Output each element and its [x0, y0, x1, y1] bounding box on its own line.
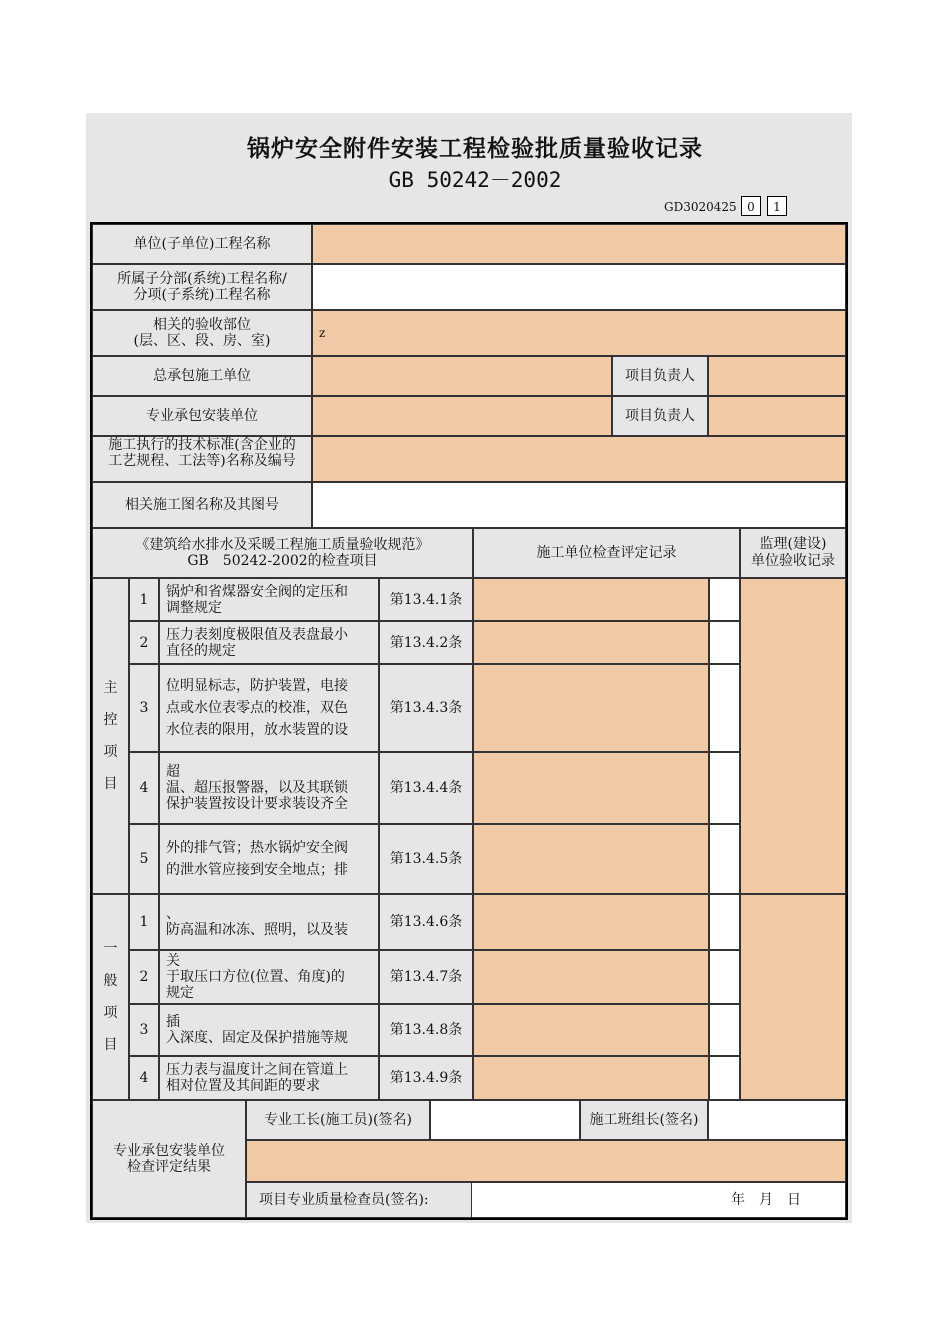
item-record-field[interactable] — [473, 621, 709, 664]
item-no: 2 — [129, 621, 159, 664]
drawing-name-field[interactable] — [312, 482, 846, 528]
standard-code: GB 50242－2002 — [388, 168, 562, 192]
inspector-signature-field[interactable] — [472, 1182, 846, 1218]
unit-project-label: 单位(子单位)工程名称 — [92, 224, 312, 264]
item-record-extra[interactable] — [709, 894, 740, 950]
item-clause: 第13.4.7条 — [379, 950, 473, 1004]
item-record-field[interactable] — [473, 664, 709, 752]
item-text: 、 防高温和冰冻、照明，以及装 — [159, 894, 379, 950]
item-clause: 第13.4.6条 — [379, 894, 473, 950]
item-record-field[interactable] — [473, 1056, 709, 1100]
project-leader-field-1[interactable] — [708, 356, 846, 396]
form-box-1[interactable]: 0 — [741, 196, 761, 216]
item-no: 1 — [129, 894, 159, 950]
form-box-2[interactable]: 1 — [767, 196, 787, 216]
team-leader-signature-field[interactable] — [708, 1100, 846, 1140]
item-clause: 第13.4.3条 — [379, 664, 473, 752]
item-record-extra[interactable] — [709, 621, 740, 664]
item-no: 1 — [129, 578, 159, 621]
main-group-label — [92, 578, 129, 894]
general-group-label — [92, 894, 129, 1100]
unit-project-field[interactable] — [312, 224, 846, 264]
general-supervisor-field[interactable] — [740, 894, 846, 1100]
inspection-location-field[interactable]: z — [312, 310, 846, 356]
item-record-extra[interactable] — [709, 950, 740, 1004]
inspection-location-label: 相关的验收部位 (层、区、段、房、室) — [92, 310, 312, 356]
general-group-char: 目 — [103, 1037, 118, 1053]
contractor-record-header: 施工单位检查评定记录 — [473, 528, 740, 578]
general-contractor-field[interactable] — [312, 356, 612, 396]
item-no: 5 — [129, 824, 159, 894]
project-leader-label-2: 项目负责人 — [612, 396, 708, 436]
item-text: 外的排气管；热水锅炉安全阀 的泄水管应接到安全地点；排 — [159, 824, 379, 894]
standard-name-field[interactable] — [312, 436, 846, 482]
sub-division-label: 所属子分部(系统)工程名称/ 分项(子系统)工程名称 — [92, 264, 312, 310]
specialty-contractor-field[interactable] — [312, 396, 612, 436]
item-record-extra[interactable] — [709, 752, 740, 824]
general-group-char: 项 — [103, 1005, 118, 1021]
main-group-char: 项 — [103, 744, 118, 760]
foreman-label: 专业工长(施工员)(签名) — [246, 1100, 430, 1140]
item-no: 4 — [129, 1056, 159, 1100]
sub-division-field[interactable] — [312, 264, 846, 310]
main-group-char: 控 — [103, 712, 118, 728]
inspector-label: 项目专业质量检查员(签名): — [246, 1182, 472, 1218]
specialty-contractor-label: 专业承包安装单位 — [92, 396, 312, 436]
item-clause: 第13.4.8条 — [379, 1004, 473, 1056]
drawing-name-label: 相关施工图名称及其图号 — [92, 482, 312, 528]
main-group-char: 目 — [103, 776, 118, 792]
item-text: 锅炉和省煤器安全阀的定压和 调整规定 — [159, 578, 379, 621]
page-title: 锅炉安全附件安装工程检验批质量验收记录 — [247, 136, 703, 162]
item-record-field[interactable] — [473, 950, 709, 1004]
item-no: 3 — [129, 1004, 159, 1056]
item-record-extra[interactable] — [709, 1056, 740, 1100]
item-text: 位明显标志，防护装置，电接 点或水位表零点的校准，双色 水位表的限用，放水装置的设 — [159, 664, 379, 752]
item-record-extra[interactable] — [709, 824, 740, 894]
result-label: 专业承包安装单位 检查评定结果 — [92, 1100, 246, 1218]
item-record-field[interactable] — [473, 578, 709, 621]
item-clause: 第13.4.2条 — [379, 621, 473, 664]
date-label: 年 月 日 — [731, 1192, 801, 1208]
item-no: 4 — [129, 752, 159, 824]
standard-name-label: 施工执行的技术标准(含企业的 工艺规程、工法等)名称及编号 — [92, 436, 312, 482]
item-text: 压力表刻度极限值及表盘最小 直径的规定 — [159, 621, 379, 664]
main-supervisor-field[interactable] — [740, 578, 846, 894]
item-no: 3 — [129, 664, 159, 752]
item-record-field[interactable] — [473, 824, 709, 894]
main-group-char: 主 — [103, 680, 118, 696]
item-record-extra[interactable] — [709, 578, 740, 621]
general-contractor-label: 总承包施工单位 — [92, 356, 312, 396]
item-record-field[interactable] — [473, 894, 709, 950]
result-field[interactable] — [246, 1140, 846, 1182]
item-no: 2 — [129, 950, 159, 1004]
form-code: GD3020425 — [664, 200, 737, 214]
item-text: 压力表与温度计之间在管道上 相对位置及其间距的要求 — [159, 1056, 379, 1100]
foreman-signature-field[interactable] — [430, 1100, 580, 1140]
team-leader-label: 施工班组长(签名) — [580, 1100, 708, 1140]
item-record-extra[interactable] — [709, 1004, 740, 1056]
project-leader-label-1: 项目负责人 — [612, 356, 708, 396]
item-record-field[interactable] — [473, 1004, 709, 1056]
item-clause: 第13.4.1条 — [379, 578, 473, 621]
spec-header: 《建筑给水排水及采暖工程施工质量验收规范》 GB 50242-2002的检查项目 — [92, 528, 473, 578]
item-text: 插 入深度、固定及保护措施等规 — [159, 1004, 379, 1056]
item-text: 超 温、超压报警器，以及其联锁 保护装置按设计要求装设齐全 — [159, 752, 379, 824]
general-group-char: 般 — [103, 973, 118, 989]
project-leader-field-2[interactable] — [708, 396, 846, 436]
item-record-field[interactable] — [473, 752, 709, 824]
item-clause: 第13.4.4条 — [379, 752, 473, 824]
general-group-char: 一 — [103, 941, 118, 957]
supervisor-record-header: 监理(建设) 单位验收记录 — [740, 528, 846, 578]
item-clause: 第13.4.5条 — [379, 824, 473, 894]
item-record-extra[interactable] — [709, 664, 740, 752]
item-text: 关 于取压口方位(位置、角度)的 规定 — [159, 950, 379, 1004]
item-clause: 第13.4.9条 — [379, 1056, 473, 1100]
